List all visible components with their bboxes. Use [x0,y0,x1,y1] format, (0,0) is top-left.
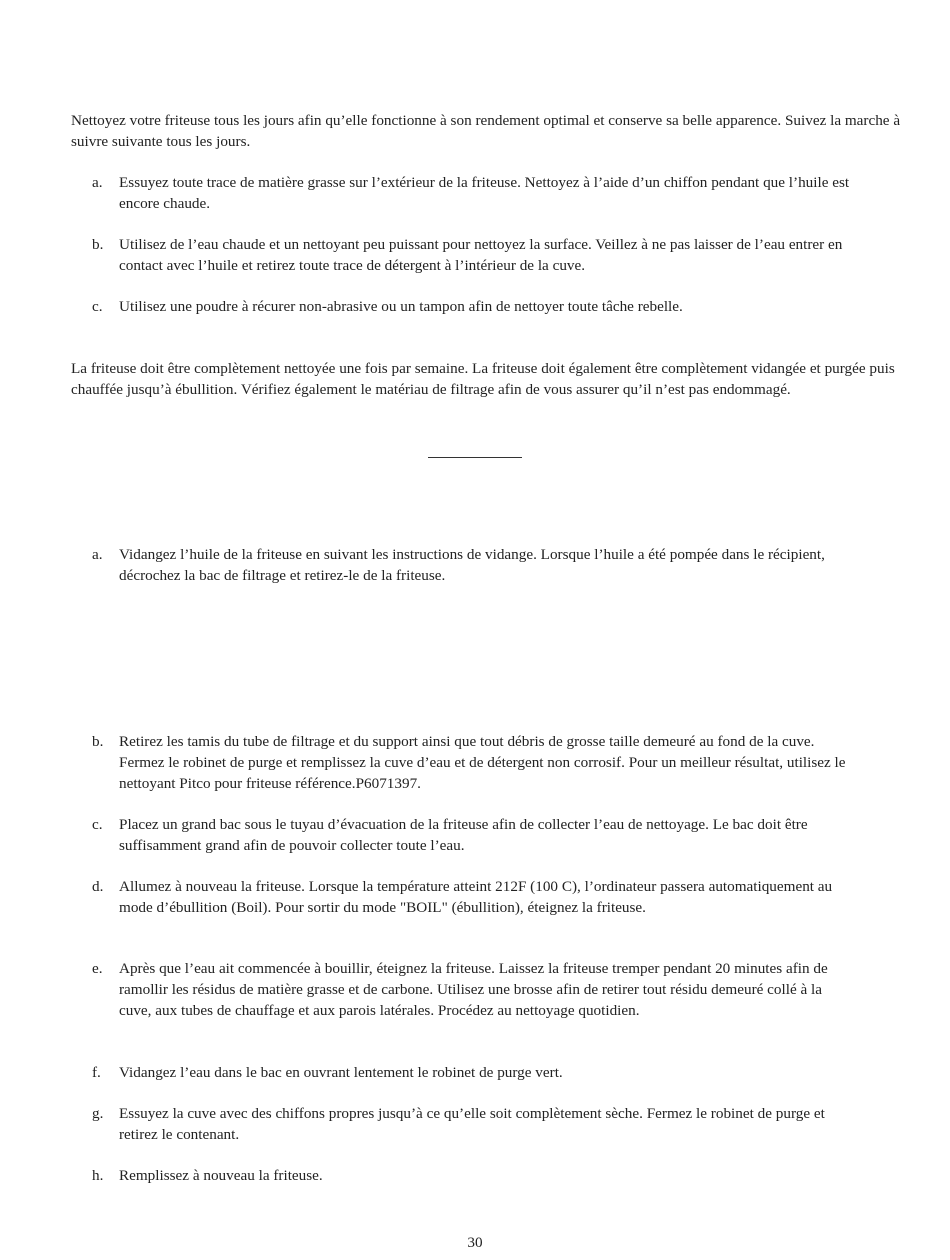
list-marker: d. [92,878,104,895]
list-item [92,234,852,276]
list-item-text: Allumez à nouveau la friteuse. Lorsque la température atteint 212F (100 C), l’ordinateur passera automatiquement au mode d’ébullition (Boil). Pour sortir du mode "BOIL" (ébullition), éteignez la friteuse. [119,878,833,916]
list-item-text: Vidangez l’huile de la friteuse en suivant les instructions de vidange. Lorsque l’huile a été pompée dans le récipient, décrochez la bac de filtrage et retirez-le de la friteuse. [119,546,825,584]
list-marker: c. [92,816,103,833]
list-marker: g. [92,1105,104,1122]
list-marker: f. [92,1064,101,1081]
list-item [92,544,852,586]
list-item [92,1062,852,1083]
list-marker: b. [92,733,104,750]
list-marker: e. [92,960,103,977]
list-item [92,731,852,794]
list-item [92,172,852,214]
list-item-text: Remplissez à nouveau la friteuse. [119,1167,323,1184]
list-item-text: Après que l’eau ait commencée à bouillir, éteignez la friteuse. Laissez la friteuse tremper pendant 20 minutes afin de ramollir les résidus de matière grasse et de carbone. Utilisez une brosse afin de retirer tout résidu demeuré collé à la cuve, aux tubes de chauffage et aux parois latérales. Procédez au nettoyage quotidien. [119,960,828,1019]
daily-intro-paragraph: Nettoyez votre friteuse tous les jours afin qu’elle fonctionne à son rendement optimal et conserve sa belle apparence. Suivez la marche à suivre suivante tous les jours. [71,112,901,150]
list-item-text: Essuyez toute trace de matière grasse sur l’extérieur de la friteuse. Nettoyez à l’aide d’un chiffon pendant que l’huile est encore chaude. [119,174,850,212]
list-item [92,876,852,918]
list-item-text: Retirez les tamis du tube de filtrage et du support ainsi que tout débris de grosse taille demeuré au fond de la cuve. Fermez le robinet de purge et remplissez la cuve d’eau et de détergent non corrosif. Pour un meilleur résultat, utilisez le nettoyant Pitco pour friteuse référence.P6071397. [119,733,846,792]
list-item-text: Essuyez la cuve avec des chiffons propres jusqu’à ce qu’elle soit complètement sèche. Fermez le robinet de purge et retirez le contenant. [119,1105,825,1143]
list-item [92,1165,852,1186]
list-item [92,296,852,317]
divider-line [428,457,522,458]
page-number: 30 [467,1234,483,1251]
list-item [92,814,852,856]
list-item-text: Placez un grand bac sous le tuyau d’évacuation de la friteuse afin de collecter l’eau de nettoyage. Le bac doit être suffisamment grand afin de pouvoir collecter toute l’eau. [119,816,808,854]
list-item [92,958,852,1021]
list-item-text: Utilisez une poudre à récurer non-abrasive ou un tampon afin de nettoyer toute tâche rebelle. [119,298,683,315]
list-marker: c. [92,298,103,315]
list-marker: b. [92,236,104,253]
list-marker: h. [92,1167,104,1184]
list-item-text: Vidangez l’eau dans le bac en ouvrant lentement le robinet de purge vert. [119,1064,563,1081]
list-item-text: Utilisez de l’eau chaude et un nettoyant peu puissant pour nettoyez la surface. Veillez à ne pas laisser de l’eau entrer en contact avec l’huile et retirez toute trace de détergent à l’intérieur de la cuve. [119,236,843,274]
weekly-intro-paragraph: La friteuse doit être complètement nettoyée une fois par semaine. La friteuse doit également être complètement vidangée et purgée puis chauffée jusqu’à ébullition. Vérifiez également le matériau de filtrage afin de vous assurer qu’il n’est pas endommagé. [71,360,895,398]
list-item [92,1103,852,1145]
list-marker: a. [92,174,103,191]
list-marker: a. [92,546,103,563]
